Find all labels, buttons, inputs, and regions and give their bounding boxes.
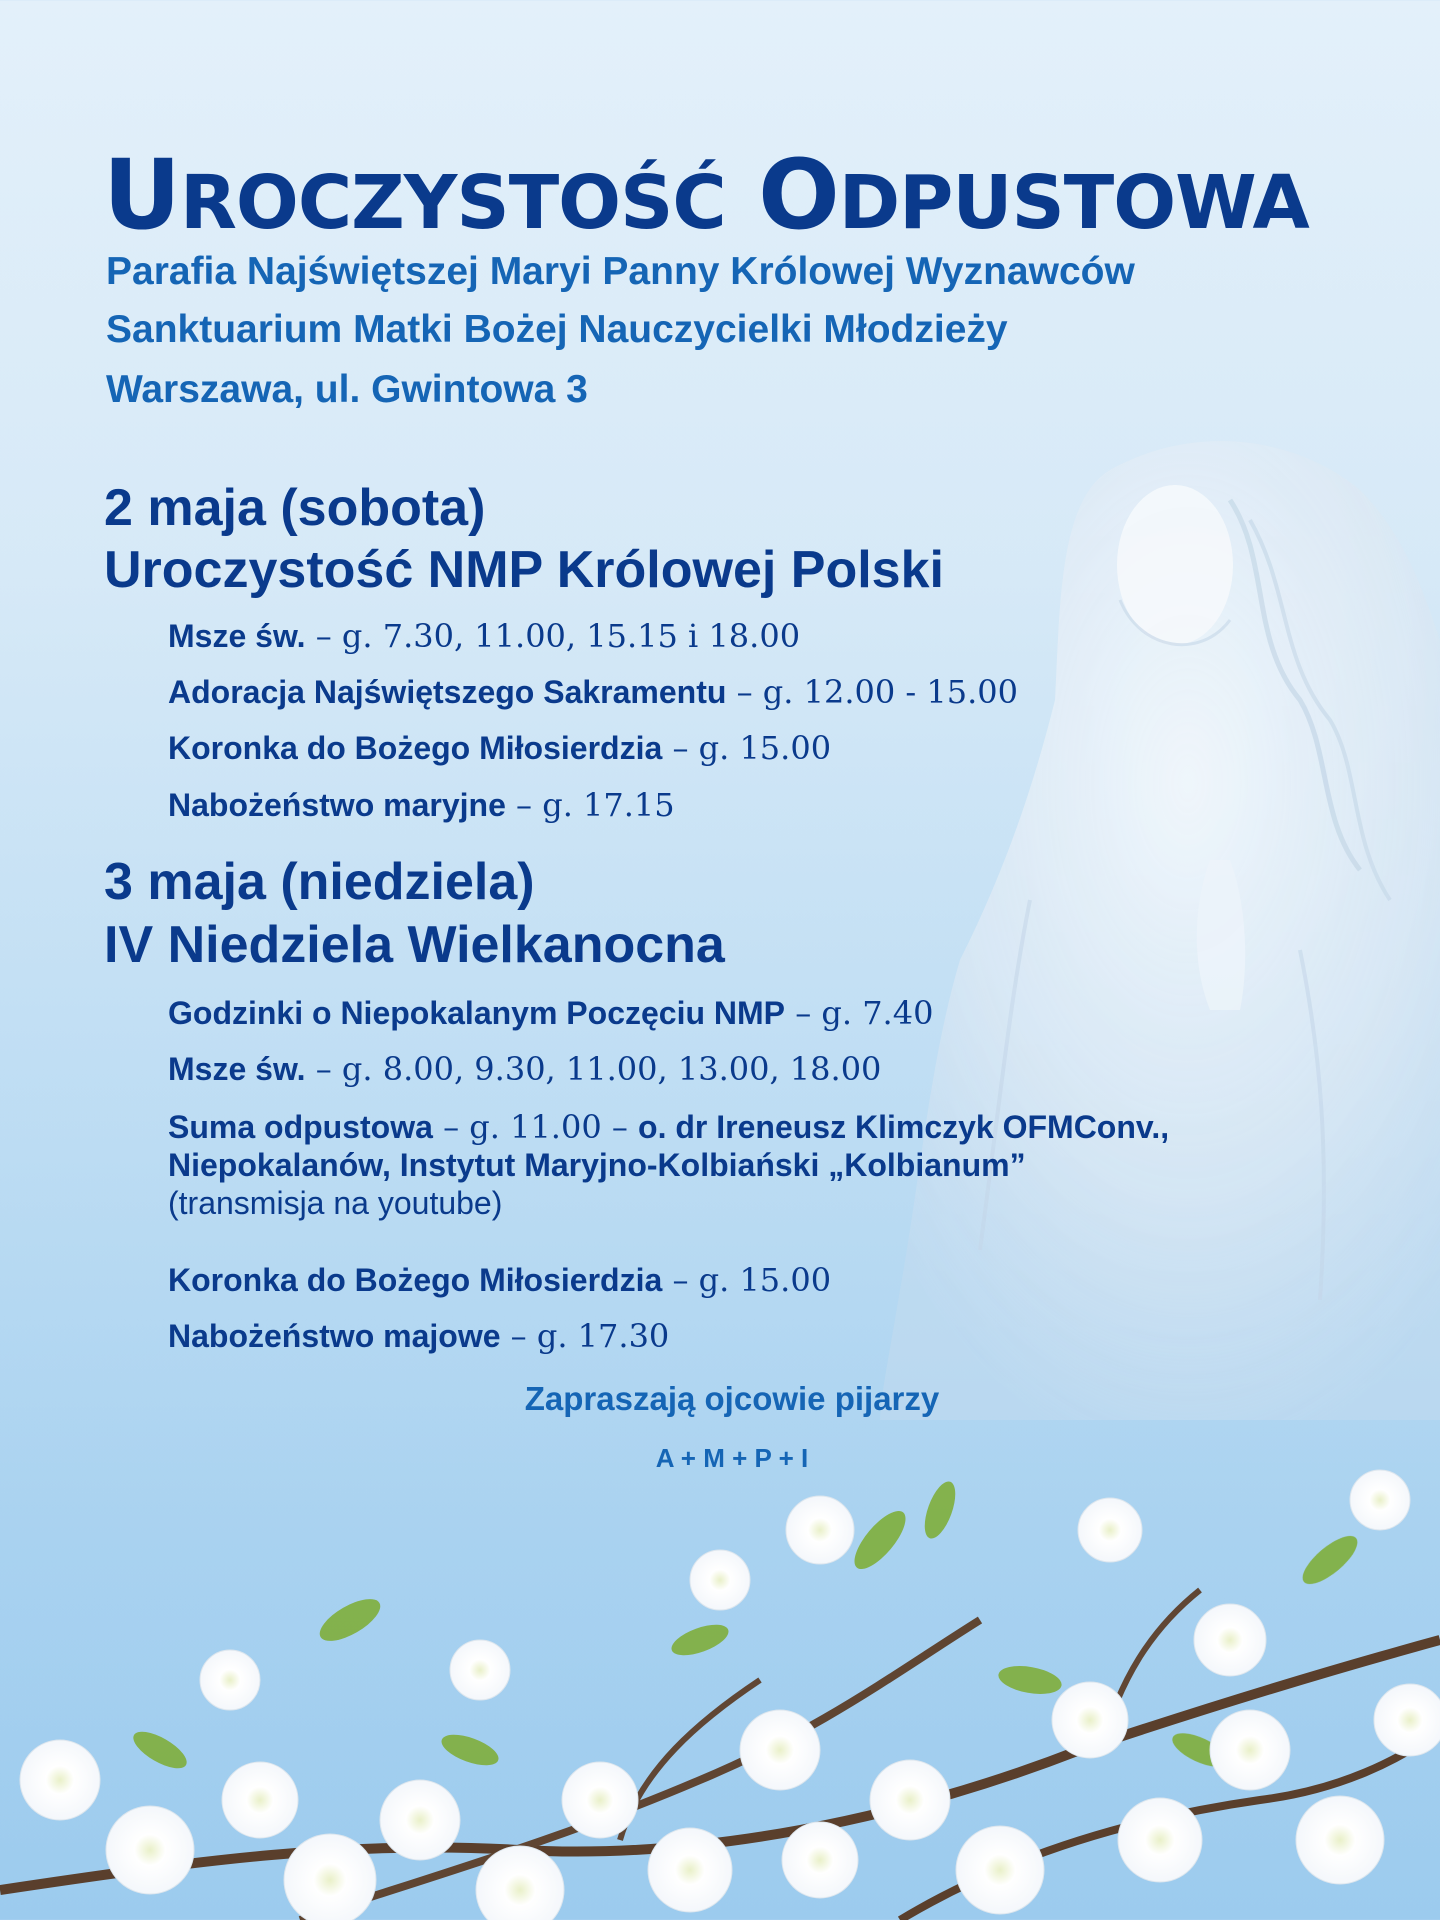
day2-feast: IV Niedziela Wielkanocna (104, 916, 725, 974)
day2-item: Godzinki o Niepokalanym Poczęciu NMP – g. 7.40 (168, 994, 934, 1032)
celebrant-affiliation: Niepokalanów, Instytut Maryjno-Kolbiański „Kolbianum” (168, 1147, 1026, 1183)
parish-name: Parafia Najświętszej Maryi Panny Królowej Wyznawców (106, 250, 1135, 293)
day2-item: Nabożeństwo majowe – g. 17.30 (168, 1317, 670, 1355)
day1-feast: Uroczystość NMP Królowej Polski (104, 541, 944, 599)
celebrant-name: o. dr Ireneusz Klimczyk OFMConv., (638, 1109, 1170, 1145)
broadcast-note: (transmisja na youtube) (168, 1185, 503, 1221)
motto: A + M + P + I (655, 1443, 809, 1473)
day2-item-suma: Suma odpustowa – g. 11.00 – o. dr Ireneusz Klimczyk OFMConv., Niepokalanów, Instytut Maryjno-Kolbiański „Kolbianum” (transmisja na youtube) (168, 1108, 1170, 1221)
day1-item: Nabożeństwo maryjne – g. 17.15 (168, 786, 675, 824)
page-title (103, 140, 1309, 258)
sanctuary-name: Sanktuarium Matki Bożej Nauczycielki Młodzieży (106, 308, 1008, 351)
day1-item: Koronka do Bożego Miłosierdzia – g. 15.00 (168, 729, 832, 767)
title-word-1: ROCZYSTOŚĆ (179, 160, 726, 246)
day2-date: 3 maja (niedziela) (104, 853, 535, 911)
address: Warszawa, ul. Gwintowa 3 (106, 368, 588, 411)
title-word-2: DPUSTOWA (838, 160, 1309, 246)
day2-item: Koronka do Bożego Miłosierdzia – g. 15.00 (168, 1261, 832, 1299)
title-initial-1: U (103, 139, 180, 251)
day1-date: 2 maja (sobota) (104, 479, 486, 537)
day1-item: Msze św. – g. 7.30, 11.00, 15.15 i 18.00 (168, 617, 801, 655)
day1-item: Adoracja Najświętszego Sakramentu – g. 12.00 - 15.00 (168, 673, 1018, 711)
title-initial-2: O (758, 139, 839, 251)
invitation: Zapraszają ojcowie pijarzy (524, 1380, 940, 1417)
day2-item: Msze św. – g. 8.00, 9.30, 11.00, 13.00, 18.00 (168, 1050, 882, 1088)
